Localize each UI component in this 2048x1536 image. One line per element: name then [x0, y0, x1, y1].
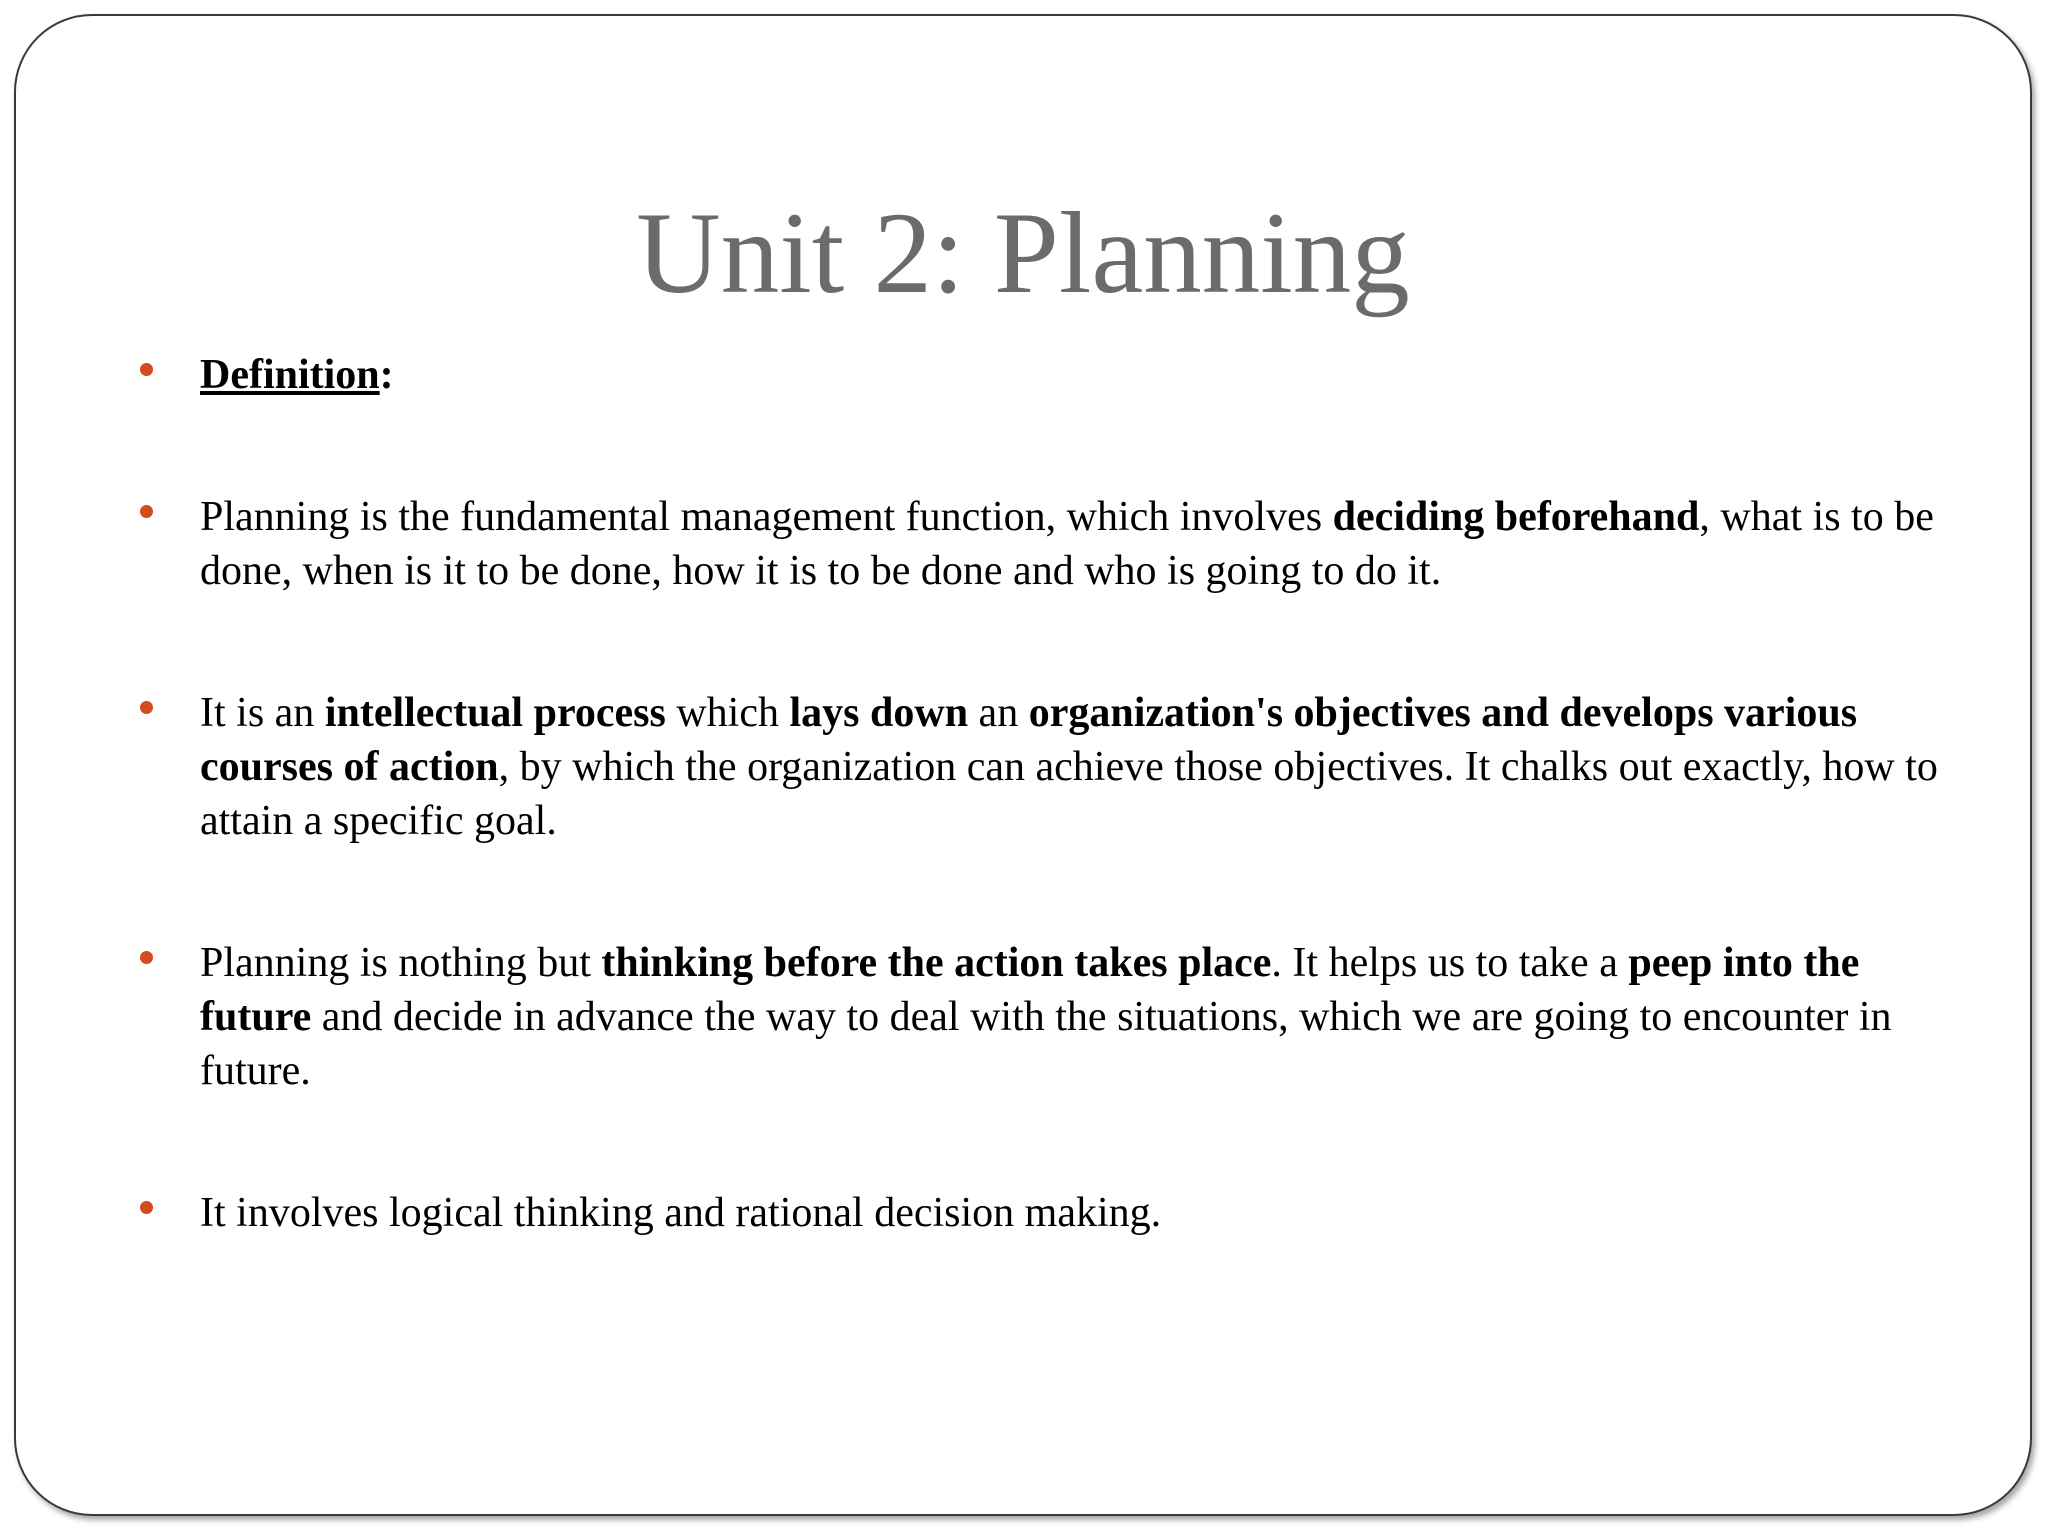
bullet-text — [200, 686, 1960, 848]
bullet-list — [200, 348, 1960, 1328]
text-run-bold: lays down — [789, 690, 969, 736]
text-run-bold: thinking before the action takes place — [601, 940, 1272, 986]
definition-heading: Definition — [200, 352, 380, 398]
text-run: It is an — [200, 690, 325, 736]
bullet-text — [200, 490, 1960, 598]
bullet-intellectual-process — [200, 686, 1960, 848]
text-run: , by which the organization can achieve those objectives. It chalks out exactly, how to attain a specific goal. — [200, 744, 1938, 844]
text-run: Planning is the fundamental management function, which involves — [200, 494, 1333, 540]
text-run: an — [968, 690, 1029, 736]
text-run: It involves logical thinking and rational decision making. — [200, 1190, 1162, 1236]
bullet-icon — [140, 1201, 153, 1214]
bullet-icon — [140, 363, 153, 376]
bullet-planning-function — [200, 490, 1960, 598]
text-run: , what is to be done, when is it to be done, how it is to be done and who is going to do it. — [200, 494, 1934, 594]
bullet-icon — [140, 951, 153, 964]
text-run-bold: organization's objectives and develops various courses of action — [200, 690, 1858, 790]
bullet-icon — [140, 505, 153, 518]
text-run-bold: intellectual process — [324, 690, 666, 736]
bullet-icon — [140, 701, 153, 714]
text-run: Planning is nothing but — [200, 940, 602, 986]
text-run: . It helps us to take a — [1271, 940, 1629, 986]
text-run-bold: peep into the future — [200, 940, 1860, 1040]
bullet-text — [200, 1186, 1960, 1240]
bullet-definition — [200, 348, 1960, 402]
slide-title: Unit 2: Planning — [636, 189, 1410, 318]
bullet-thinking-before-action — [200, 936, 1960, 1098]
bullet-text — [200, 348, 1960, 402]
slide — [14, 14, 2032, 1516]
bullet-logical-thinking — [200, 1186, 1960, 1240]
text-run-bold: deciding beforehand — [1332, 494, 1700, 540]
bullet-text — [200, 936, 1960, 1098]
text-run: which — [665, 690, 790, 736]
definition-colon: : — [379, 352, 394, 398]
text-run: and decide in advance the way to deal with the situations, which we are going to encounter in future. — [200, 994, 1892, 1094]
